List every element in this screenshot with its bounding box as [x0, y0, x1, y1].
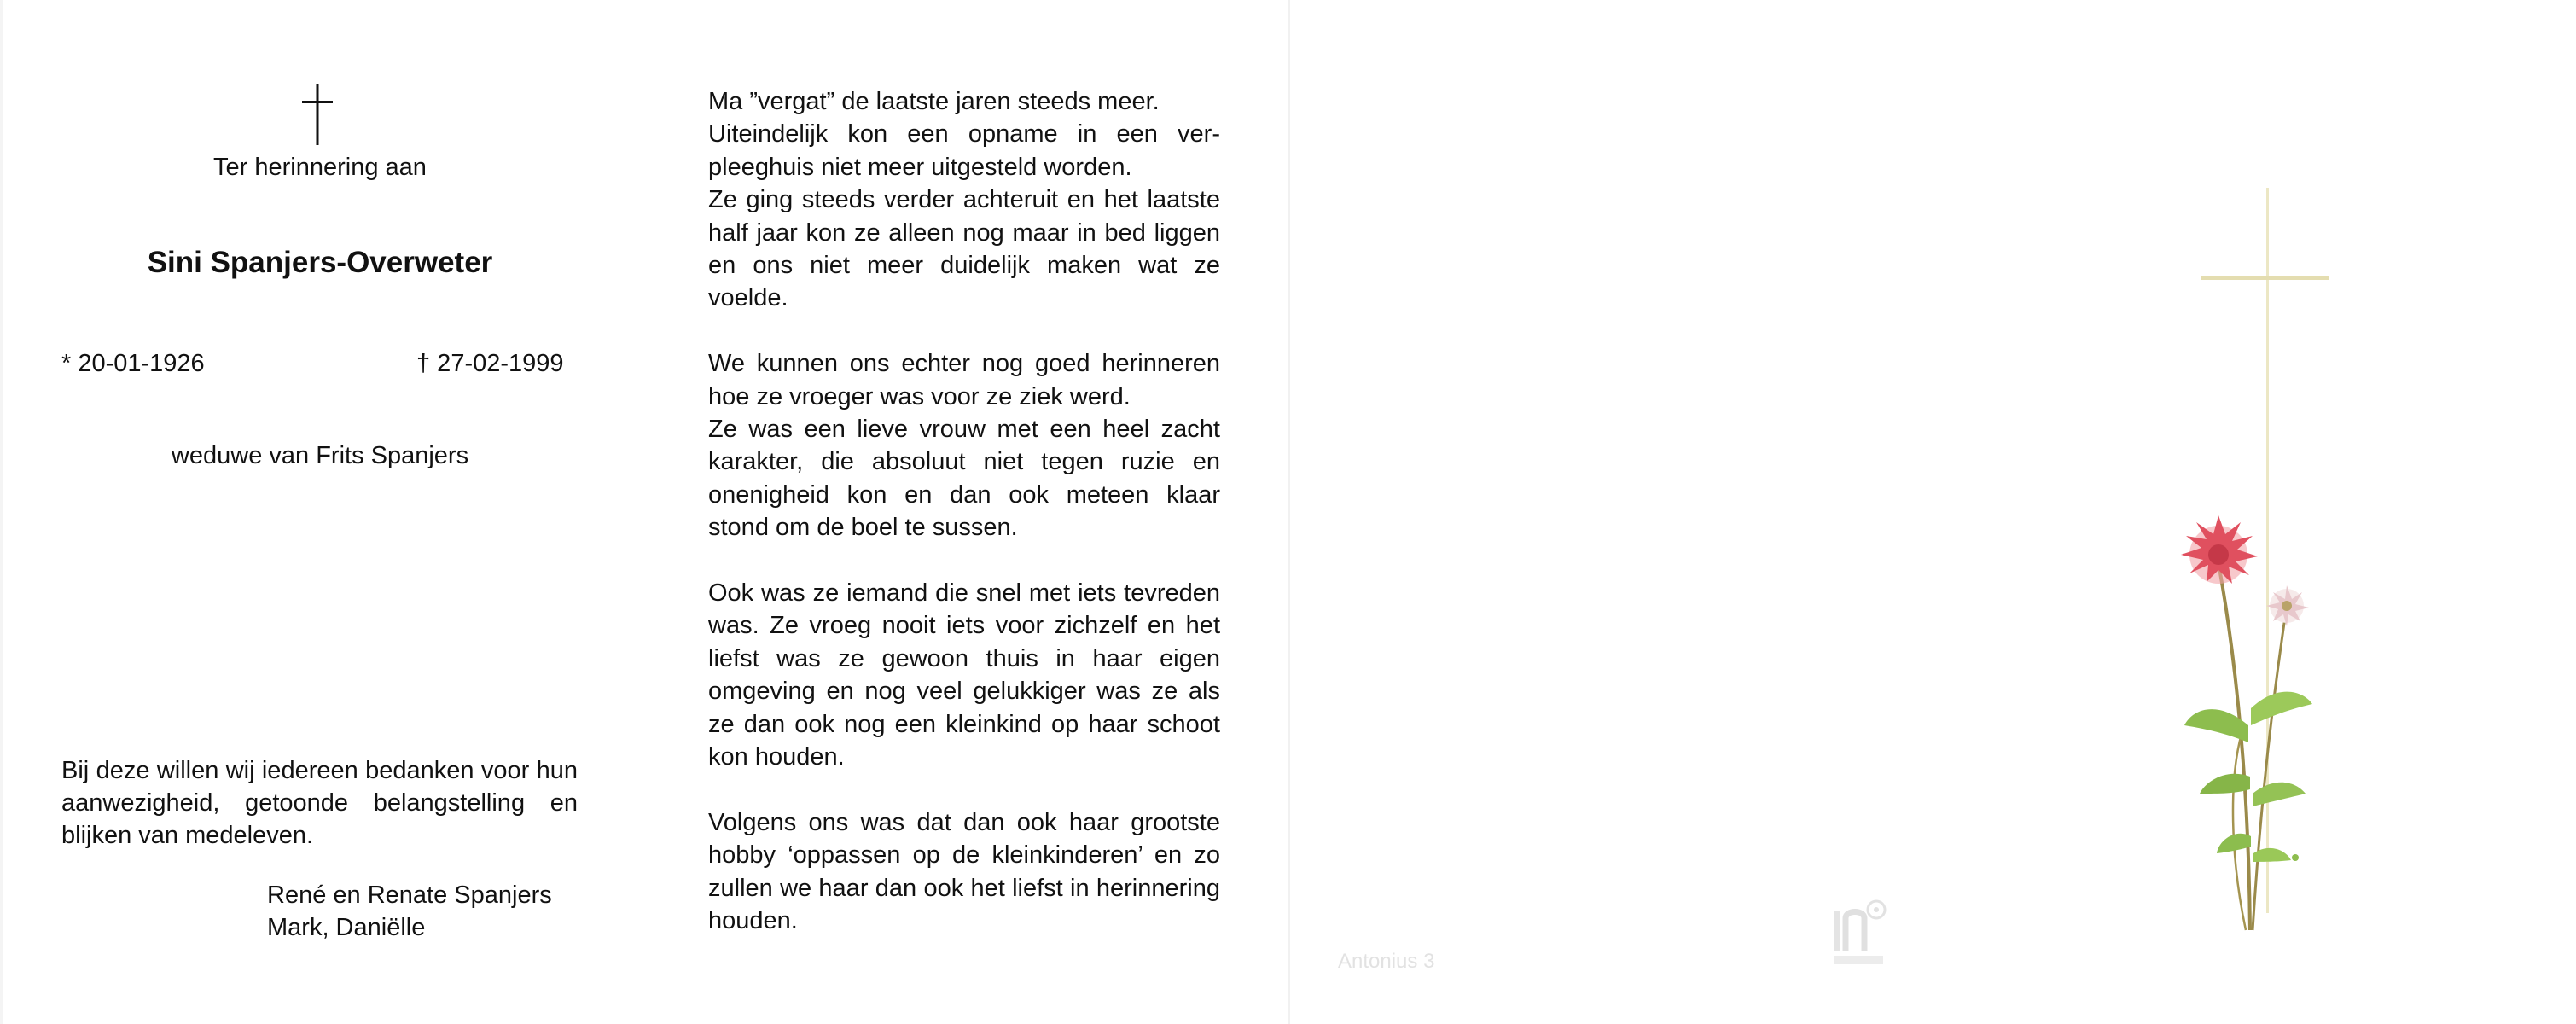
printer-logo-icon	[1830, 898, 1888, 968]
latin-cross-icon	[299, 82, 336, 147]
story-paragraph: Ma ”vergat” de laatste jaren steeds meer. Uiteindelijk kon een opname in een verpleeghuis niet meer uitgesteld worden. Ze ging steeds verder achteruit en het laatste half jaar kon ze alleen nog maar in bed liggen en ons niet meer duidelijk maken wat ze voelde.	[708, 88, 1220, 312]
intro-text: Ter herinnering aan	[213, 154, 427, 181]
widow-text: weduwe van Frits Spanjers	[171, 442, 469, 469]
thanks-text: Bij deze willen wij iedereen bedanken voor hun aanwezigheid, getoonde belangstelling en blijken van medeleven.	[61, 757, 578, 849]
signature-line-2: Mark, Daniëlle	[267, 914, 426, 941]
story-paragraph: Volgens ons was dat dan ook haar grootste hobby ‘oppassen op de kleinkinderen’ en zo zullen we haar dan ook het liefst in herinnering houden.	[708, 808, 1220, 935]
death-date: † 27-02-1999	[416, 350, 564, 377]
card-design-name: Antonius 3	[1338, 950, 1435, 973]
front-right-panel	[1290, 0, 2576, 1024]
cross-with-flowers-icon	[2167, 179, 2364, 947]
family-signature	[267, 879, 552, 944]
story-paragraph: Ook was ze iemand die snel met iets tevreden was. Ze vroeg nooit iets voor zichzelf en het liefst was ze gewoon thuis in haar eigen omgeving en nog veel gelukkiger was ze als ze dan ook nog een kleinkind op haar schoot kon houden.	[708, 579, 1220, 771]
story-text	[708, 85, 1220, 970]
story-paragraph: We kunnen ons echter nog goed herinneren hoe ze vroeger was voor ze ziek werd. Ze was een lieve vrouw met een heel zacht karakter, die absoluut niet tegen ruzie en onenigheid kon en dan ook meteen klaar stond om de boel te sussen.	[708, 350, 1220, 542]
scan-edge	[0, 0, 3, 1024]
deceased-name: Sini Spanjers-Overweter	[147, 246, 493, 279]
birth-date: * 20-01-1926	[61, 350, 205, 377]
signature-line-1: René en Renate Spanjers	[267, 881, 552, 909]
